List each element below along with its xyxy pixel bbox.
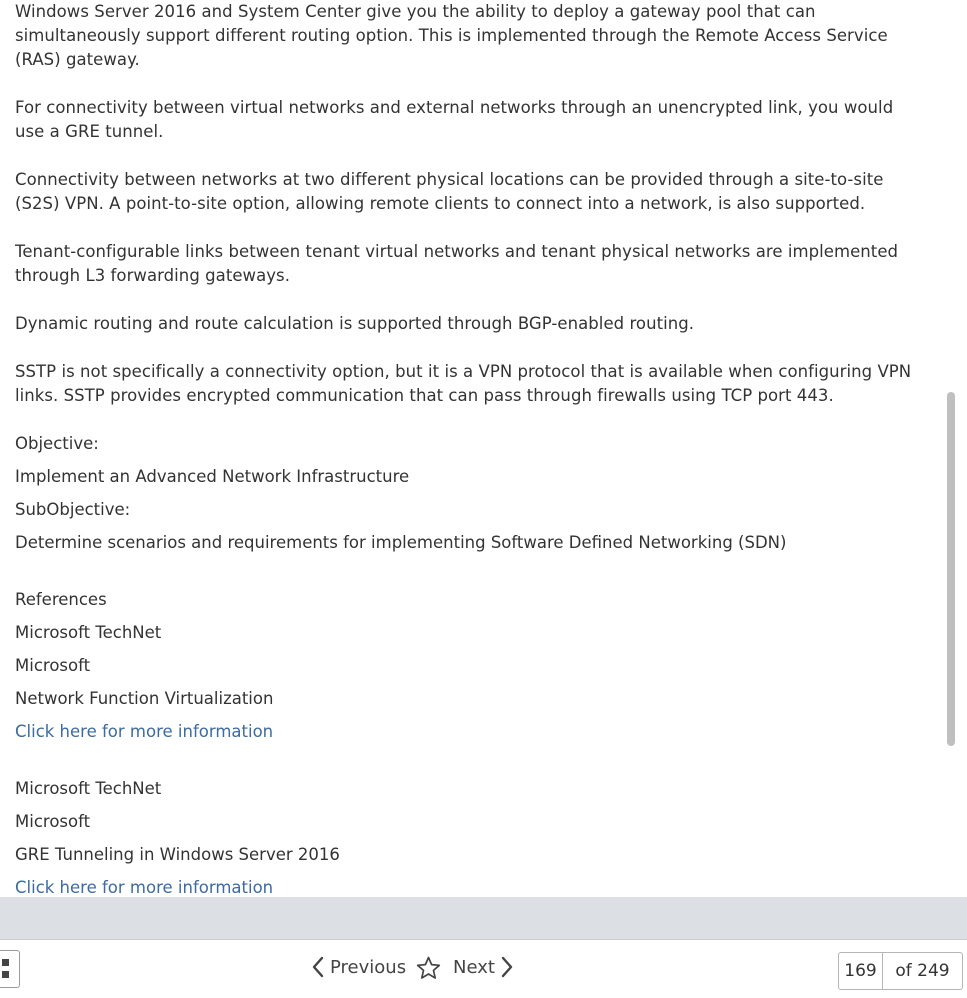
chevron-right-icon [500,956,514,978]
reference-link[interactable]: Click here for more information [15,878,274,897]
reference-source: Microsoft TechNet [15,623,162,642]
page-indicator [838,952,963,990]
reference-publisher: Microsoft [15,656,91,675]
reference-publisher: Microsoft [15,812,91,831]
star-icon [416,956,441,980]
explanation-paragraph: SSTP is not specifically a connectivity option, but it is a VPN protocol that is available when configuring VPN links. SSTP provides encrypted communication that can pass through firewalls using TCP port 443. [15,362,912,405]
current-page-input[interactable] [839,953,883,989]
references-heading: References [15,590,107,609]
navigation-footer [0,939,967,998]
objective-label: Objective: [15,434,99,453]
explanation-paragraph: Tenant-configurable links between tenant virtual networks and tenant physical networks are implemented through L3 forwarding gateways. [15,242,899,285]
next-label: Next [453,956,495,978]
question-list-button[interactable] [0,950,20,988]
reference-title: Network Function Virtualization [15,689,274,708]
flag-question-button[interactable] [416,956,441,980]
reference-title: GRE Tunneling in Windows Server 2016 [15,845,340,864]
reference-link[interactable]: Click here for more information [15,722,274,741]
subobjective-label: SubObjective: [15,500,131,519]
explanation-paragraph: Dynamic routing and route calculation is supported through BGP-enabled routing. [15,314,695,333]
reference-source: Microsoft TechNet [15,779,162,798]
objective-value: Implement an Advanced Network Infrastructure [15,467,410,486]
grid-icon [2,959,9,966]
subobjective-value: Determine scenarios and requirements for implementing Software Defined Networking (SDN) [15,533,787,552]
grid-icon [2,971,9,978]
previous-button[interactable] [311,956,406,978]
scrollbar-thumb[interactable] [947,392,955,746]
explanation-paragraph: Windows Server 2016 and System Center give you the ability to deploy a gateway pool that can simultaneously support different routing option. This is implemented through the Remote Access Service (RAS) gateway. [15,2,888,69]
total-pages: of 249 [895,961,950,981]
chevron-left-icon [311,956,325,978]
explanation-paragraph: Connectivity between networks at two different physical locations can be provided through a site-to-site (S2S) VPN. A point-to-site option, allowing remote clients to connect into a network, is also supported. [15,170,884,213]
explanation-paragraph: For connectivity between virtual networks and external networks through an unencrypted link, you would use a GRE tunnel. [15,98,894,141]
next-button[interactable] [453,956,514,978]
previous-label: Previous [330,956,407,978]
footer-separator-band [0,897,967,939]
